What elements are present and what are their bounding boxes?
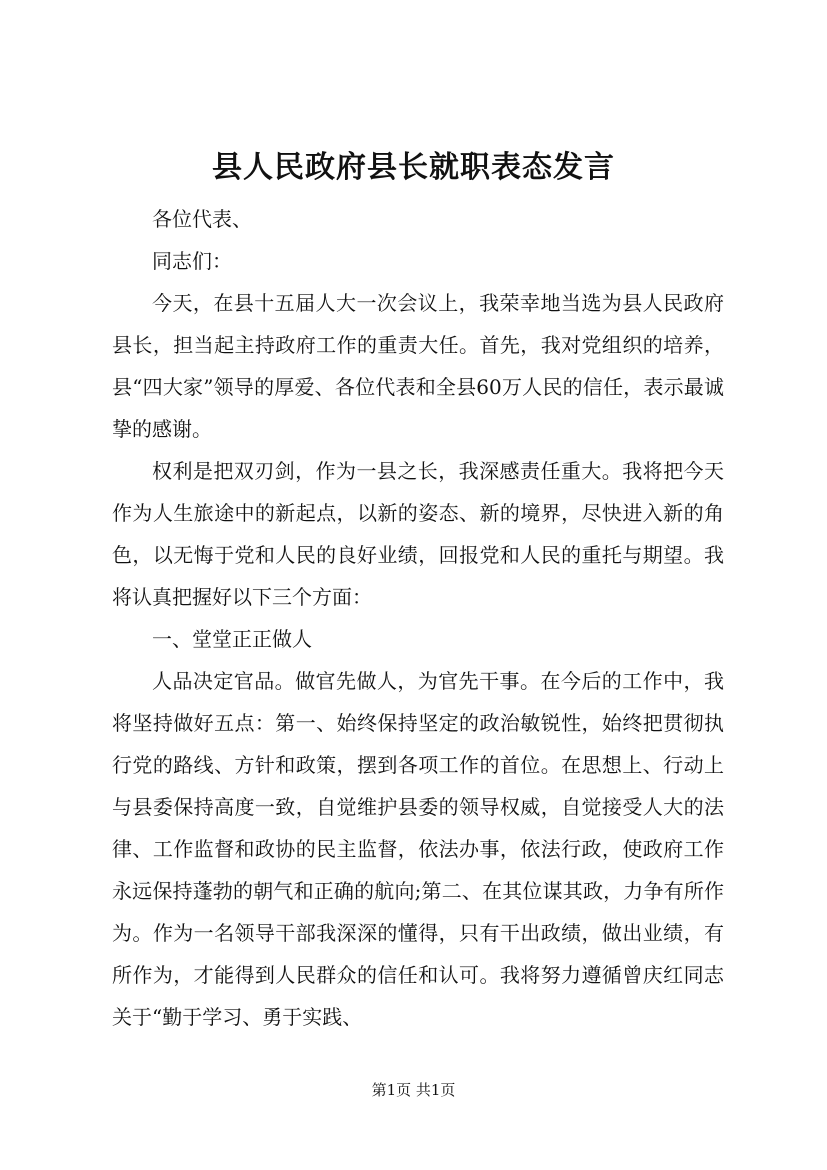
salutation-line-1: 各位代表、	[152, 207, 252, 231]
paragraph-responsibility: 权利是把双刃剑，作为一县之长，我深感责任重大。我将把今天作为人生旅途中的新起点，以新的姿态、新的境界，尽快进入新的角色，以无悔于党和人民的良好业绩，回报党和人民的重托与期望。我将认真把握好以下三个方面：	[112, 459, 724, 609]
page-footer: 第1页 共1页	[371, 1081, 456, 1099]
paragraph-character: 人品决定官品。做官先做人，为官先干事。在今后的工作中，我将坚持做好五点：第一、始终保持坚定的政治敏锐性，始终把贯彻执行党的路线、方针和政策，摆到各项工作的首位。在思想上、行动上与县委保持高度一致，自觉维护县委的领导权威，自觉接受人大的法律、工作监督和政协的民主监督，依法办事，依法行政，使政府工作永远保持蓬勃的朝气和正确的航向;第二、在其位谋其政，力争有所作为。作为一名领导干部我深深的懂得，只有干出政绩，做出业绩，有所作为，才能得到人民群众的信任和认可。我将努力遵循曾庆红同志关于“勤于学习、勇于实践、	[112, 669, 724, 1029]
salutation-line-2: 同志们：	[152, 249, 232, 273]
document-body	[112, 198, 724, 1038]
paragraph-thanks: 今天，在县十五届人大一次会议上，我荣幸地当选为县人民政府县长，担当起主持政府工作的重责大任。首先，我对党组织的培养，县“四大家”领导的厚爱、各位代表和全县60万人民的信任，表示最诚挚的感谢。	[112, 291, 724, 441]
section-heading-1: 一、堂堂正正做人	[152, 627, 312, 651]
document-title: 县人民政府县长就职表态发言	[212, 150, 615, 185]
